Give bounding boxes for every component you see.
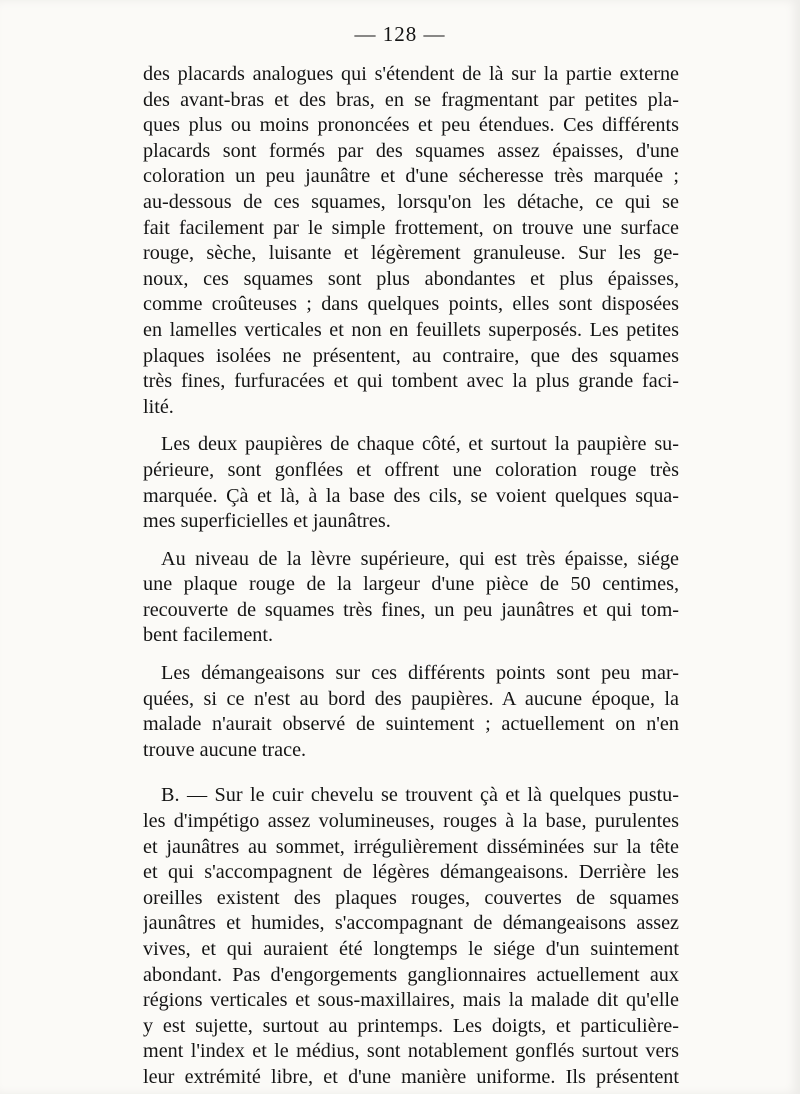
text-line: malade n'aurait observé de suintement ; actuellement on n'en [143,713,679,736]
text-line: au-dessous de ces squames, lorsqu'on les détache, ce qui se [143,190,679,213]
text-line: des placards analogues qui s'étendent de là sur la partie externe [143,63,679,85]
text-line: très fines, furfuracées et qui tombent avec la plus grande faci- [143,370,679,393]
text-line: placards sont formés par des squames assez épaisses, d'une [143,139,679,162]
text-line: fait facilement par le simple frottement, on trouve une surface [143,216,679,239]
text-line: les d'impétigo assez volumineuses, rouges à la base, purulentes [143,810,679,833]
text-line: en lamelles verticales et non en feuillets superposés. Les petites [143,318,679,341]
text-line: lité. [143,395,174,418]
text-line: et qui s'accompagnent de légères démangeaisons. Derrière les [143,861,679,884]
text-line: comme croûteuses ; dans quelques points, elles sont disposées [143,293,679,316]
text-line-content: — Sur le cuir chevelu se trouvent çà et là quelques pustu- [179,784,679,807]
text-line: Les deux paupières de chaque côté, et surtout la paupière su- [161,433,679,456]
text-line: une plaque rouge de la largeur d'une pièce de 50 centimes, [143,573,679,596]
text-line: plaques isolées ne présentent, au contraire, que des squames [143,344,679,367]
text-line: rouge, sèche, luisante et légèrement granuleuse. Sur les ge- [143,242,679,265]
paragraph-spacer [143,649,679,661]
text-line: leur extrémité libre, et d'une manière uniforme. Ils présentent [143,1065,679,1088]
text-line: noux, ces squames sont plus abondantes et plus épaisses, [143,267,679,290]
text-line: et jaunâtres au sommet, irrégulièrement disséminées sur la tête [143,835,679,858]
text-line: y est sujette, surtout au printemps. Les doigts, et particulière- [143,1014,679,1037]
text-line: périeure, sont gonflées et offrent une coloration rouge très [143,458,679,481]
text-line: mes superficielles et jaunâtres. [143,510,391,533]
text-line: coloration un peu jaunâtre et d'une sécheresse très marquée ; [143,165,679,188]
section-spacer [143,763,679,783]
text-line: oreilles existent des plaques rouges, couvertes de squames [143,886,679,909]
paragraph-3 [143,547,679,649]
text-line: jaunâtres et humides, s'accompagnant de démangeaisons assez [143,912,679,935]
text-line: marquée. Çà et là, à la base des cils, se voient quelques squa- [143,484,679,507]
section-marker: B. [161,784,180,807]
paragraph-5-section-b [143,783,679,1090]
text-line: trouve aucune trace. [143,738,307,761]
paragraph-spacer [143,535,679,547]
text-line: Au niveau de la lèvre supérieure, qui est très épaisse, siége [161,547,679,570]
text-line [143,783,679,809]
text-line: des avant-bras et des bras, en se fragmentant par petites pla- [143,88,679,111]
paragraph-1 [143,62,679,420]
text-line: régions verticales et sous-maxillaires, mais la malade dit qu'elle [143,989,679,1012]
text-line: ment l'index et le médius, sont notablement gonflés surtout vers [143,1040,679,1063]
page-number: — 128 — [354,22,446,46]
text-line: vives, et qui auraient été longtemps le siége d'un suintement [143,938,679,960]
text-line: ques plus ou moins prononcées et peu étendues. Ces différents [143,114,679,137]
paragraph-spacer [143,420,679,432]
paragraph-4 [143,661,679,763]
text-line: recouverte de squames très fines, un peu jaunâtres et qui tom- [143,598,679,621]
text-line: Les démangeaisons sur ces différents points sont peu mar- [161,662,679,685]
text-line: quées, si ce n'est au bord des paupières. A aucune époque, la [143,687,679,710]
text-line: bent facilement. [143,624,274,647]
text-line: abondant. Pas d'engorgements ganglionnaires actuellement aux [143,963,679,986]
paragraph-2 [143,432,679,534]
body-text [143,62,679,1091]
